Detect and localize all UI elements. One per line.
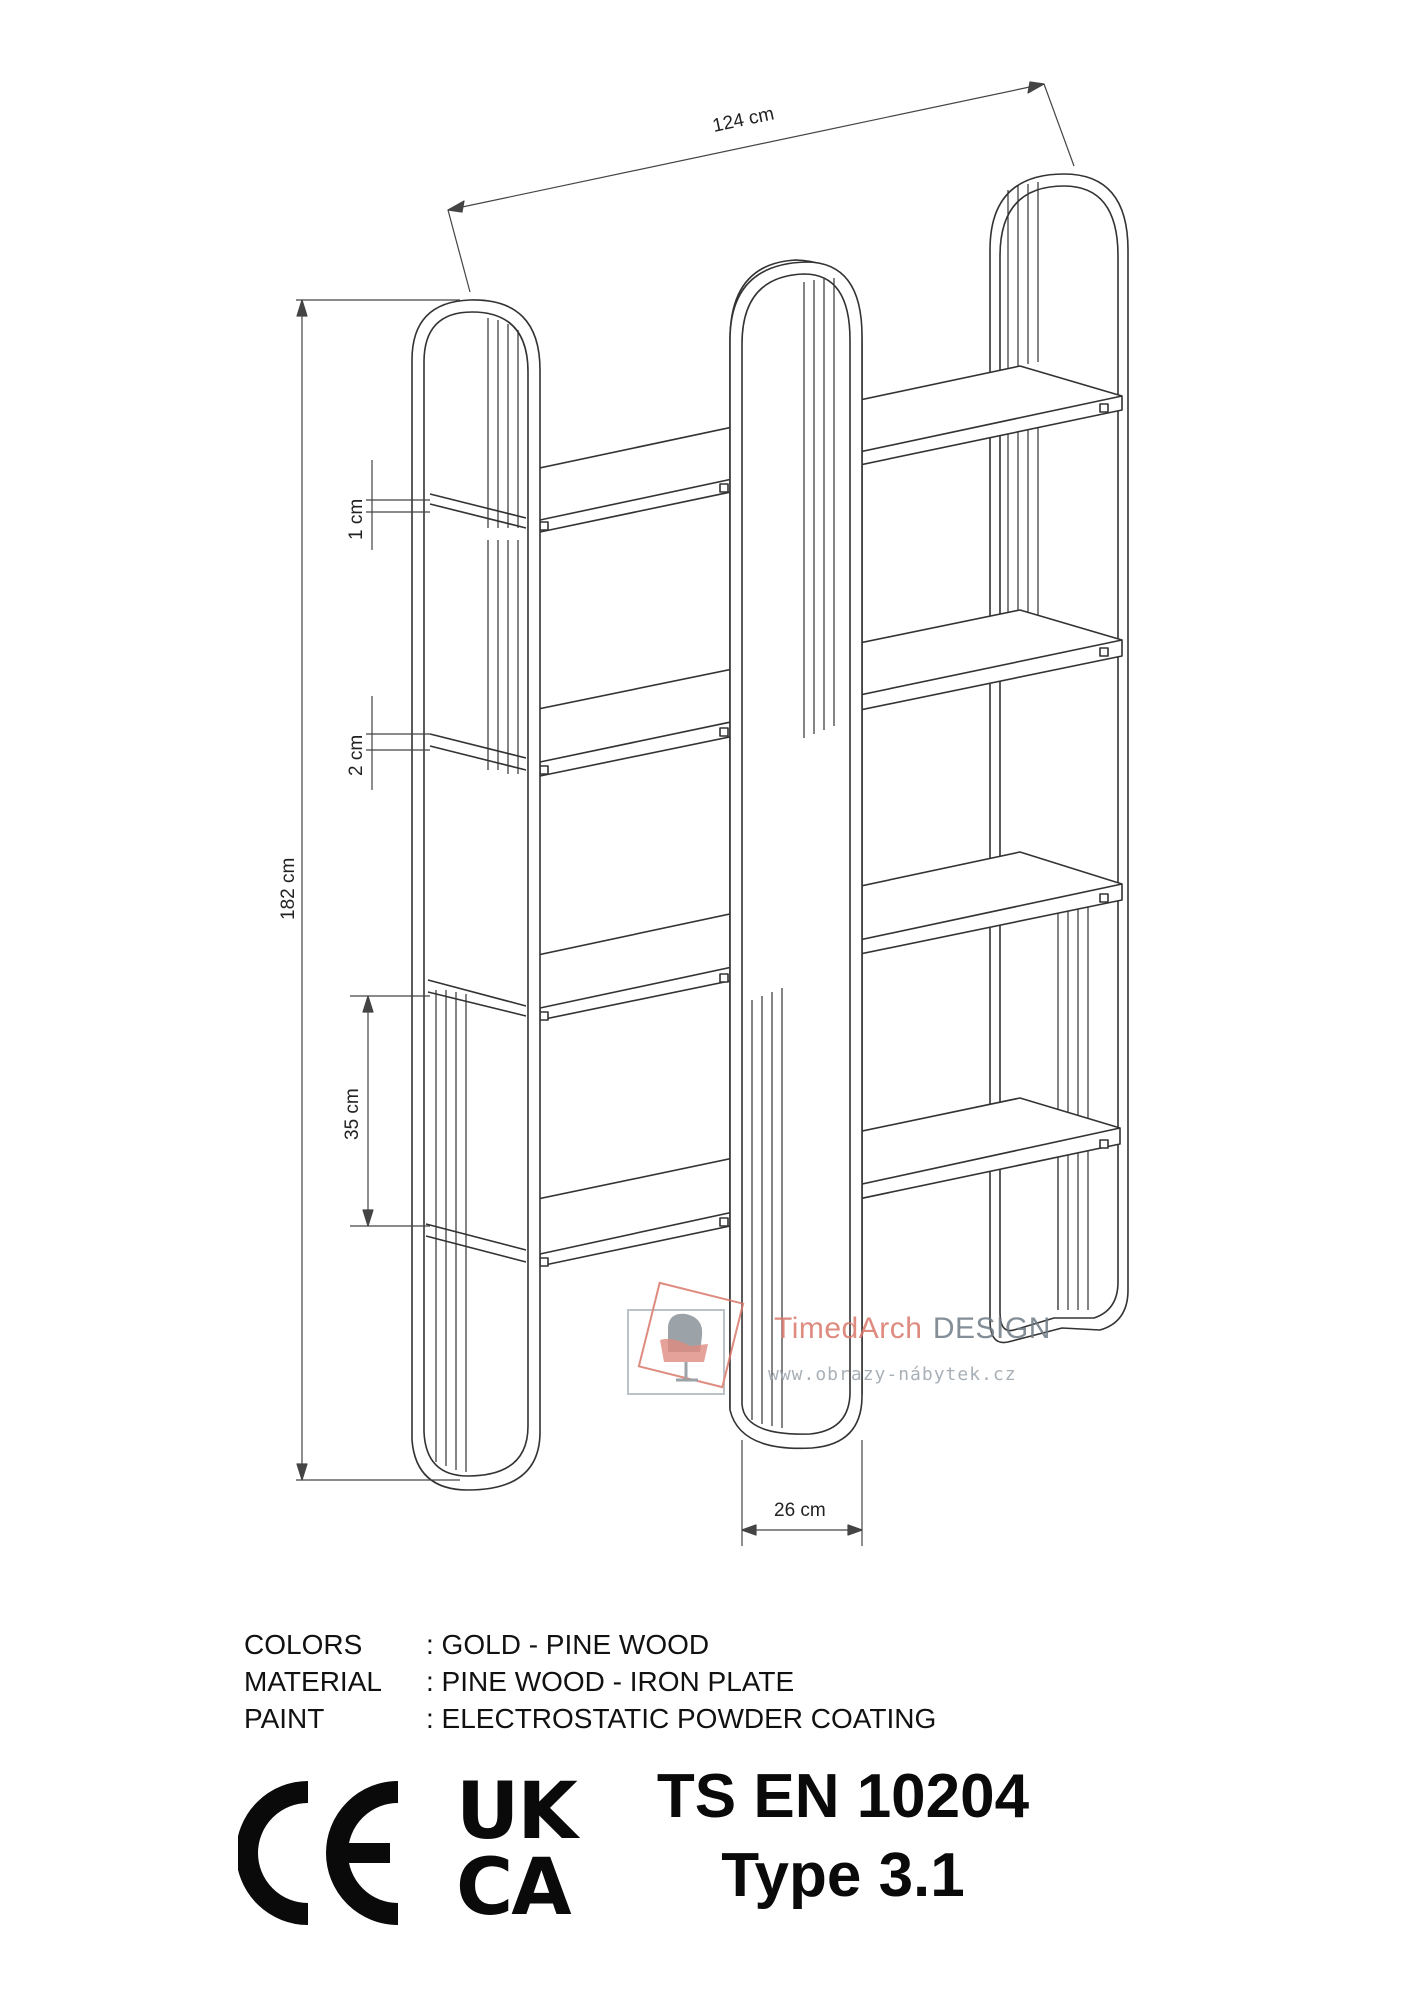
svg-text:TimedArch DESIGN bbox=[774, 1312, 1051, 1345]
watermark-url: www.obrazy-nábytek.cz bbox=[768, 1364, 1017, 1385]
dim-height-label: 182 cm bbox=[278, 857, 299, 920]
certification-marks bbox=[238, 1760, 1238, 1940]
spec-key: PAINT bbox=[244, 1703, 325, 1734]
standard-block bbox=[608, 1760, 1078, 1918]
dim-shelf-thickness-second-label: 2 cm bbox=[346, 734, 367, 776]
spec-key: MATERIAL bbox=[244, 1666, 382, 1697]
frame-left bbox=[412, 300, 540, 1490]
dim-width-label: 124 cm bbox=[710, 103, 776, 137]
ukca-bottom: CA bbox=[456, 1843, 570, 1933]
dim-shelf-spacing-label: 35 cm bbox=[342, 1088, 363, 1140]
dim-depth-label: 26 cm bbox=[774, 1500, 826, 1521]
frame-middle bbox=[730, 260, 862, 1448]
dim-shelf-thickness-top-label: 1 cm bbox=[346, 498, 367, 540]
ce-mark-icon bbox=[238, 1778, 408, 1928]
spec-row-material bbox=[244, 1663, 936, 1700]
spec-key: COLORS bbox=[244, 1629, 363, 1660]
spec-row-colors bbox=[244, 1626, 936, 1663]
standard-type: Type 3.1 bbox=[721, 1841, 965, 1910]
watermark-brand-primary: TimedArch bbox=[774, 1312, 923, 1345]
spec-list bbox=[244, 1626, 936, 1737]
ukca-mark bbox=[456, 1767, 606, 1934]
spec-value: : PINE WOOD - IRON PLATE bbox=[426, 1666, 795, 1697]
spec-row-paint bbox=[244, 1700, 936, 1737]
ukca-top: UK bbox=[456, 1767, 576, 1857]
spec-value: : GOLD - PINE WOOD bbox=[426, 1629, 710, 1660]
watermark-brand-secondary: DESIGN bbox=[932, 1312, 1051, 1345]
spec-value: : ELECTROSTATIC POWDER COATING bbox=[426, 1703, 937, 1734]
standard-code: TS EN 10204 bbox=[656, 1762, 1030, 1831]
watermark-logo-icon bbox=[628, 1283, 743, 1394]
